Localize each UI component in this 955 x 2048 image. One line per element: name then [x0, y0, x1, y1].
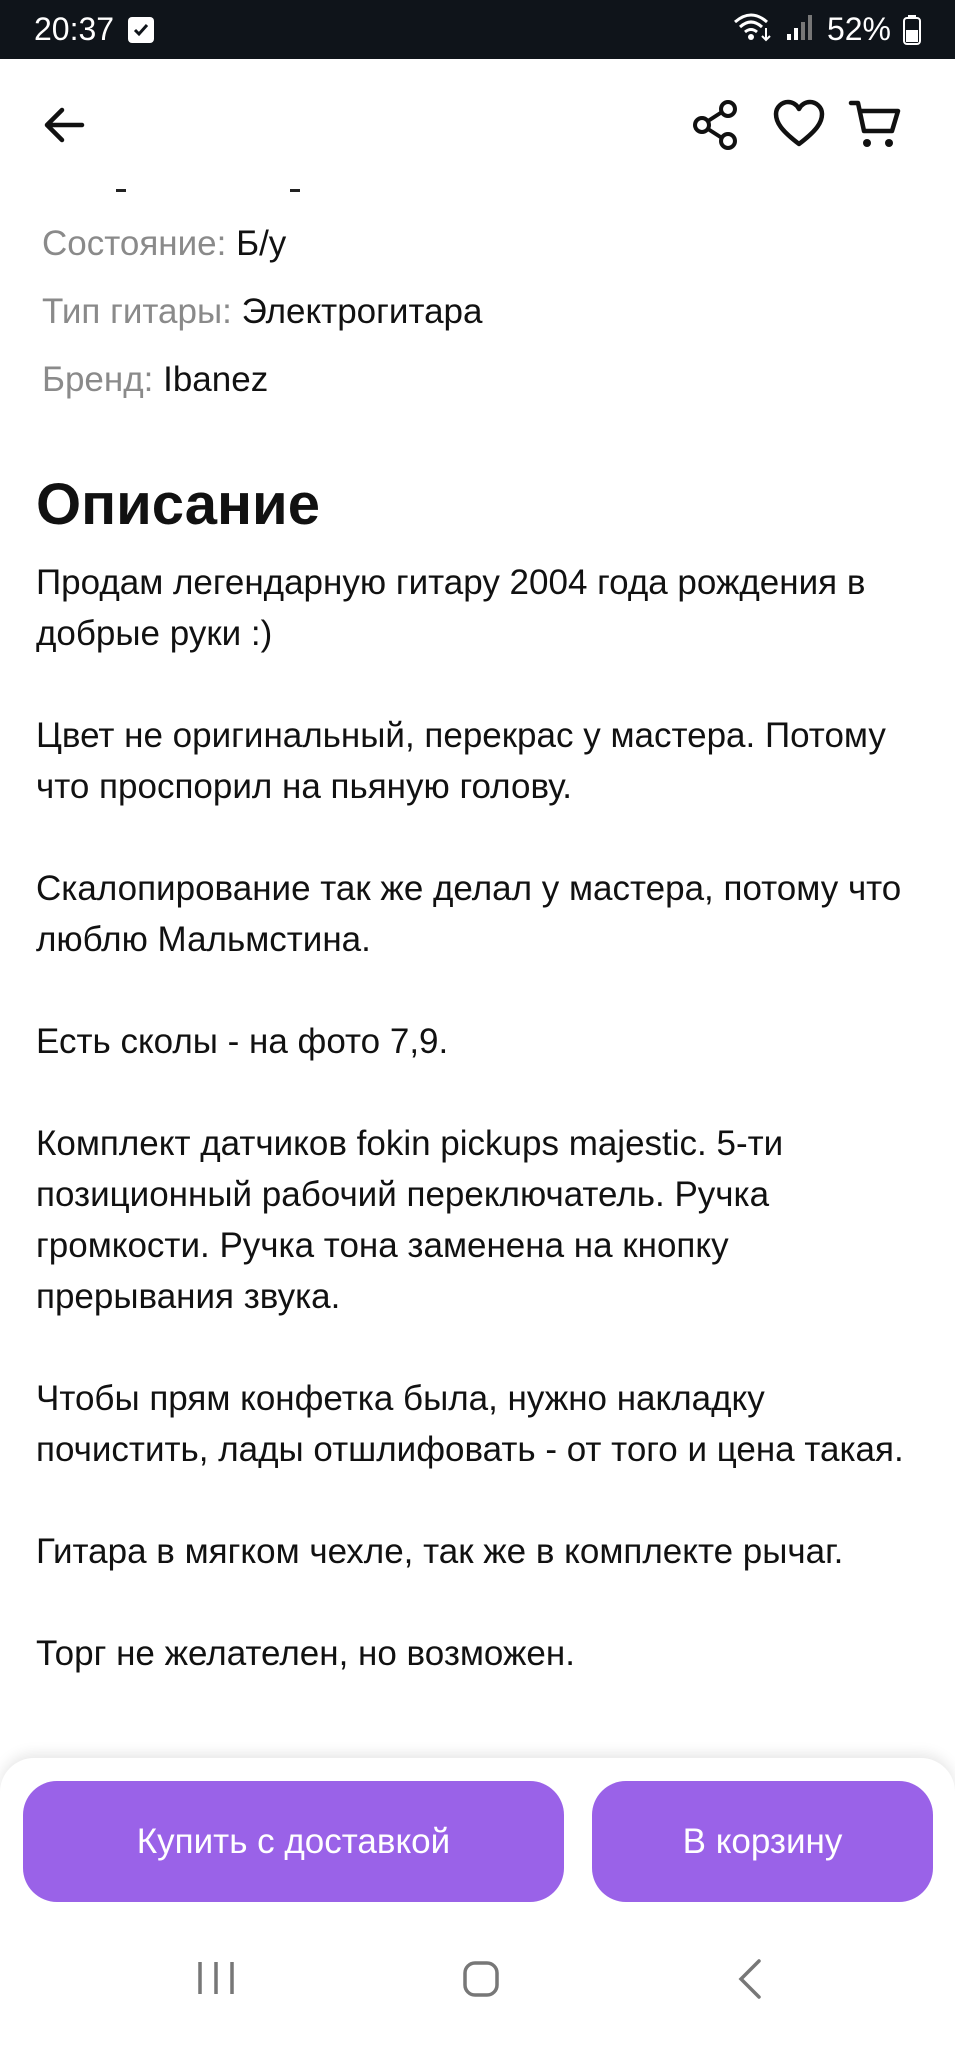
param-guitar-type	[42, 292, 482, 332]
add-to-cart-button[interactable]: В корзину	[592, 1781, 933, 1902]
status-left	[34, 11, 154, 48]
checkbox-icon	[128, 17, 154, 43]
cut-off-text	[116, 189, 126, 192]
description-text	[36, 557, 936, 1730]
cart-icon[interactable]	[848, 97, 902, 151]
battery-percent: 52%	[826, 11, 891, 47]
system-nav-bar	[0, 1930, 955, 2048]
param-value: Электрогитара	[241, 292, 483, 331]
cut-off-text	[290, 189, 300, 192]
description-paragraph: Есть сколы - на фото 7,9.	[36, 1022, 449, 1061]
back-arrow-icon[interactable]	[40, 101, 88, 149]
description-paragraph: Комплект датчиков fokin pickups majestic. 5-ти позиционный рабочий переключатель. Ручка громкости. Ручка тона заменена на кнопку прерывания звука.	[36, 1124, 784, 1316]
param-label: Бренд:	[42, 360, 154, 399]
param-condition	[42, 224, 286, 264]
signal-icon	[785, 12, 815, 47]
description-paragraph: Продам легендарную гитару 2004 года рождения в добрые руки :)	[36, 563, 866, 653]
wifi-icon	[733, 12, 773, 47]
heart-icon[interactable]	[772, 99, 826, 149]
status-bar	[0, 0, 955, 59]
buy-with-delivery-button[interactable]: Купить с доставкой	[23, 1781, 564, 1902]
recent-apps-icon[interactable]	[196, 1960, 236, 1996]
description-paragraph: Гитара в мягком чехле, так же в комплекте рычаг.	[36, 1532, 844, 1571]
param-value: Ibanez	[163, 360, 269, 399]
home-icon[interactable]	[462, 1960, 500, 1998]
description-paragraph: Чтобы прям конфетка была, нужно накладку почистить, лады отшлифовать - от того и цена такая.	[36, 1379, 904, 1469]
back-icon[interactable]	[735, 1958, 765, 2000]
app-header	[0, 59, 955, 189]
param-brand	[42, 360, 268, 400]
battery-icon	[903, 15, 921, 45]
param-value: Б/у	[236, 224, 287, 263]
status-time: 20:37	[34, 11, 115, 47]
description-paragraph: Скалопирование так же делал у мастера, потому что люблю Мальмстина.	[36, 869, 902, 959]
param-label: Тип гитары:	[42, 292, 232, 331]
description-paragraph: Цвет не оригинальный, перекрас у мастера. Потому что проспорил на пьяную голову.	[36, 716, 886, 806]
bottom-action-panel	[0, 1758, 955, 2048]
description-paragraph: Торг не желателен, но возможен.	[36, 1634, 575, 1673]
share-icon[interactable]	[690, 99, 740, 151]
param-label: Состояние:	[42, 224, 227, 263]
description-title: Описание	[36, 472, 320, 537]
status-right	[733, 11, 921, 48]
